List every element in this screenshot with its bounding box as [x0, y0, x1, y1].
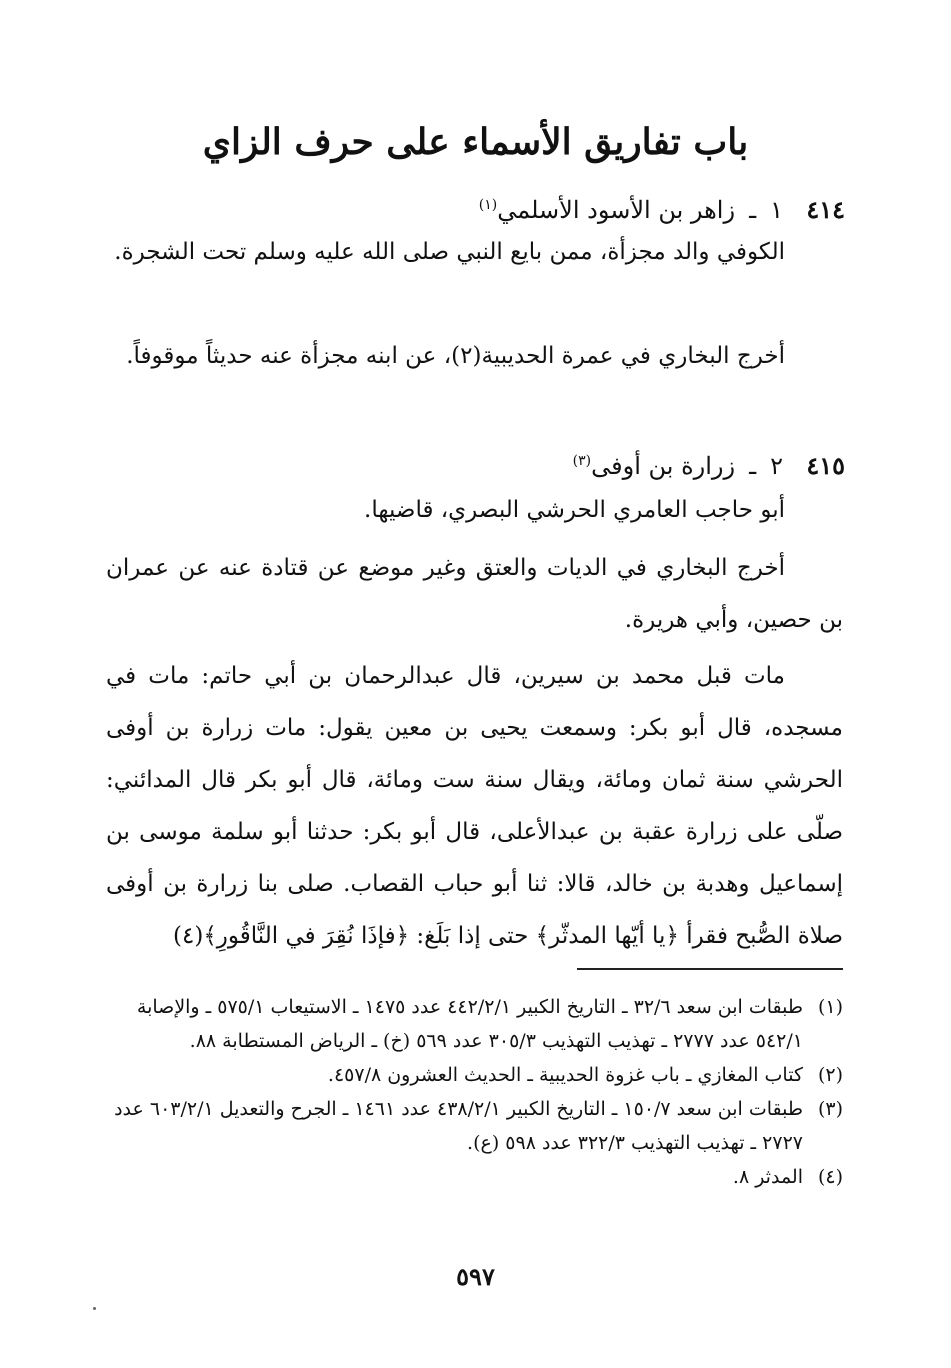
entry-heading [100, 446, 845, 486]
footnote-number: (٣) [817, 1098, 843, 1120]
entry-heading [100, 190, 845, 230]
entry-paragraph: أخرج البخاري في الديات والعتق وغير موضع عن قتادة عنه عن عمران بن حصين، وأبي هريرة. [106, 555, 843, 633]
entry-name: زرارة بن أوفى [591, 452, 736, 480]
entry-paragraph: أبو حاجب العامري الحرشي البصري، قاضيها. [364, 497, 785, 523]
footnote-ref: (١) [478, 197, 498, 213]
footnote [100, 1058, 843, 1092]
footnote-text: كتاب المغازي ـ باب غزوة الحديبية ـ الحديث العشرون ٤٥٧/٨. [327, 1064, 803, 1086]
footnote [100, 1092, 843, 1160]
footnote-separator [577, 968, 843, 970]
entry-index: ١ [770, 196, 783, 224]
scan-speck [93, 1307, 96, 1310]
entry-name: زاهر بن الأسود الأسلمي [497, 196, 736, 224]
entry-dash: ـ [749, 452, 757, 480]
page-number: ٥٩٧ [456, 1262, 495, 1291]
entry-index: ٢ [770, 452, 783, 480]
footnotes [100, 990, 843, 1194]
footnote-text: طبقات ابن سعد ٣٢/٦ ـ التاريخ الكبير ٤٤٢/٢/١ عدد ١٤٧٥ ـ الاستيعاب ٥٧٥/١ ـ والإصابة ٥٤٢/١ عدد ٢٧٧٧ ـ تهذيب التهذيب ٣٠٥/٣ عدد ٥٦٩ (خ) ـ الرياض المستطابة ٨٨. [136, 996, 803, 1052]
footnote-text: طبقات ابن سعد ١٥٠/٧ ـ التاريخ الكبير ٤٣٨/٢/١ عدد ١٤٦١ ـ الجرح والتعديل ٦٠٣/٢/١ عدد ٢٧٢٧ ـ تهذيب التهذيب ٣٢٢/٣ عدد ٥٩٨ (ع). [114, 1098, 803, 1154]
entry-paragraph: الكوفي والد مجزأة، ممن بايع النبي صلى الله عليه وسلم تحت الشجرة. [114, 239, 785, 265]
footnote [100, 1160, 843, 1194]
footnote-text: المدثر ٨. [732, 1166, 803, 1188]
footnote [100, 990, 843, 1058]
entry-paragraph: مات قبل محمد بن سيرين، قال عبدالرحمان بن أبي حاتم: مات في مسجده، قال أبو بكر: وسمعت يحيى بن معين يقول: مات زرارة بن أوفى الحرشي سنة ثمان ومائة، ويقال سنة ست ومائة، قال أبو بكر قال المدائني: صلّى على زرارة عقبة بن عبدالأعلى، قال أبو بكر: حدثنا أبو سلمة موسى بن إسماعيل وهدبة بن خالد، قالا: ثنا أبو حباب القصاب. صلى بنا زرارة بن أوفى صلاة الصُّبح فقرأ ﴿يا أيّها المدثّر﴾ حتى إذا بَلَغ: ﴿فإذَا نُقِرَ في النَّاقُورِ﴾(٤) [106, 663, 843, 949]
entry-number: ٤١٤ [806, 195, 845, 224]
chapter-title: باب تفاريق الأسماء على حرف الزاي [202, 121, 749, 163]
footnote-ref: (٣) [572, 453, 592, 469]
footnote-number: (٤) [817, 1166, 843, 1188]
footnote-number: (٢) [817, 1064, 843, 1086]
entry-number: ٤١٥ [806, 451, 845, 480]
footnote-number: (١) [817, 996, 843, 1018]
entry-dash: ـ [749, 196, 757, 224]
entry-paragraph: أخرج البخاري في عمرة الحديبية(٢)، عن ابنه مجزأة عنه حديثاً موقوفاً. [126, 343, 785, 369]
